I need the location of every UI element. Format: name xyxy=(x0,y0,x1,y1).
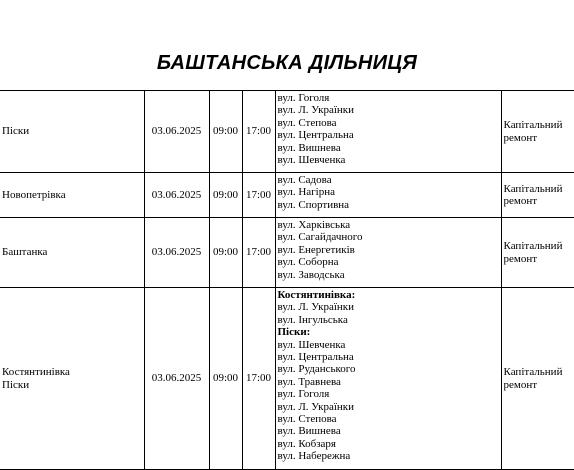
locality-subheader: Піски: xyxy=(277,326,311,339)
reason-text: ремонт xyxy=(503,378,538,391)
street-name: вул. Інгульська xyxy=(277,313,348,326)
street-name: вул. Нагірна xyxy=(277,186,335,199)
street-name: вул. Шевченка xyxy=(277,338,346,351)
streets-cell xyxy=(275,173,501,218)
reason-cell xyxy=(501,91,574,173)
reason-text: Капітальний xyxy=(503,119,563,132)
date-cell: 03.06.2025 xyxy=(144,218,209,288)
table-row xyxy=(0,91,574,173)
locality-name: Піски xyxy=(2,125,30,138)
reason-text: Капітальний xyxy=(503,366,563,379)
street-name: вул. Гоголя xyxy=(277,92,330,104)
locality-name: Костянтинівка xyxy=(2,366,70,379)
street-name: вул. Руданського xyxy=(277,363,356,376)
reason-text: Капітальний xyxy=(503,240,563,253)
reason-cell xyxy=(501,288,574,470)
table-row xyxy=(0,288,574,470)
table-row xyxy=(0,218,574,288)
streets-cell xyxy=(275,218,501,288)
locality-cell xyxy=(0,91,144,173)
street-name: вул. Вишнева xyxy=(277,425,341,438)
date-cell: 03.06.2025 xyxy=(144,288,209,470)
end-time-cell: 17:00 xyxy=(242,218,275,288)
streets-cell xyxy=(275,91,501,173)
street-name: вул. Л. Українки xyxy=(277,104,355,117)
street-name: вул. Енергетиків xyxy=(277,243,355,256)
street-name: вул. Центральна xyxy=(277,351,354,364)
street-name: вул. Вишнева xyxy=(277,141,341,154)
street-name: вул. Л. Українки xyxy=(277,400,355,413)
date-cell: 03.06.2025 xyxy=(144,91,209,173)
street-name: вул. Л. Українки xyxy=(277,301,355,314)
reason-text: ремонт xyxy=(503,195,538,207)
start-time-cell: 09:00 xyxy=(209,91,242,173)
locality-name: Новопетрівка xyxy=(2,188,66,201)
reason-text: Капітальний xyxy=(503,182,563,195)
date-cell: 03.06.2025 xyxy=(144,173,209,218)
table-row xyxy=(0,173,574,218)
end-time-cell: 17:00 xyxy=(242,173,275,218)
locality-subheader: Костянтинівка: xyxy=(277,289,356,301)
outage-schedule-table xyxy=(0,90,574,470)
street-name: вул. Садова xyxy=(277,174,332,186)
start-time-cell: 09:00 xyxy=(209,218,242,288)
locality-cell xyxy=(0,288,144,470)
streets-cell xyxy=(275,288,501,470)
locality-name: Піски xyxy=(2,378,30,391)
table-body xyxy=(0,91,574,470)
street-name: вул. Сагайдачного xyxy=(277,231,363,244)
start-time-cell: 09:00 xyxy=(209,288,242,470)
street-name: вул. Соборна xyxy=(277,256,339,269)
street-name: вул. Центральна xyxy=(277,129,354,142)
locality-cell xyxy=(0,218,144,288)
street-name: вул. Травнева xyxy=(277,375,341,388)
locality-name: Баштанка xyxy=(2,246,48,259)
end-time-cell: 17:00 xyxy=(242,91,275,173)
reason-cell xyxy=(501,173,574,218)
start-time-cell: 09:00 xyxy=(209,173,242,218)
street-name: вул. Кобзаря xyxy=(277,437,336,450)
street-name: вул. Степова xyxy=(277,413,337,426)
street-name: вул. Харківська xyxy=(277,219,351,231)
street-name: вул. Набережна xyxy=(277,450,351,463)
street-name: вул. Гоголя xyxy=(277,388,330,401)
locality-cell xyxy=(0,173,144,218)
reason-text: ремонт xyxy=(503,252,538,265)
end-time-cell: 17:00 xyxy=(242,288,275,470)
page-title: БАШТАНСЬКА ДІЛЬНИЦЯ xyxy=(156,52,418,74)
street-name: вул. Степова xyxy=(277,116,337,129)
reason-text: ремонт xyxy=(503,131,538,144)
street-name: вул. Заводська xyxy=(277,268,345,281)
reason-cell xyxy=(501,218,574,288)
street-name: вул. Спортивна xyxy=(277,198,350,211)
street-name: вул. Шевченка xyxy=(277,154,346,167)
